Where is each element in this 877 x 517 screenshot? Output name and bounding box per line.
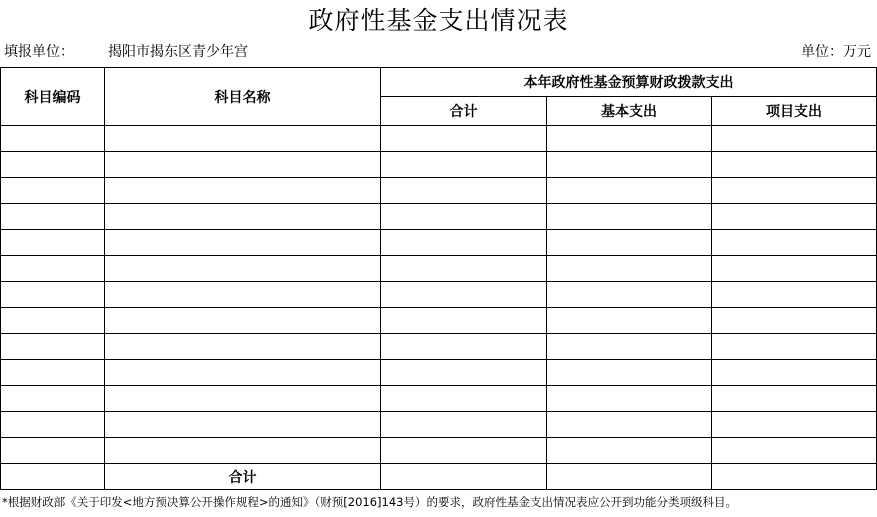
table-row bbox=[1, 282, 877, 308]
cell-total bbox=[381, 230, 547, 256]
cell-basic bbox=[547, 230, 712, 256]
cell-subject-name bbox=[105, 386, 381, 412]
table-row bbox=[1, 256, 877, 282]
cell-basic bbox=[547, 360, 712, 386]
cell-basic bbox=[547, 256, 712, 282]
header-row-1 bbox=[1, 68, 877, 97]
cell-total bbox=[381, 360, 547, 386]
reporting-unit-label: 填报单位： bbox=[4, 44, 74, 60]
cell-subject-code bbox=[1, 334, 105, 360]
cell-subject-code bbox=[1, 308, 105, 334]
cell-basic bbox=[547, 412, 712, 438]
cell-basic bbox=[547, 152, 712, 178]
cell-project bbox=[712, 204, 877, 230]
header-subject-name: 科目名称 bbox=[105, 68, 381, 126]
cell-total bbox=[381, 308, 547, 334]
reporting-unit-name: 揭阳市揭东区青少年宫 bbox=[108, 44, 248, 60]
expenditure-table bbox=[0, 67, 877, 490]
table-row bbox=[1, 308, 877, 334]
cell-subject-code bbox=[1, 256, 105, 282]
header-fund-expenditure: 本年政府性基金预算财政拨款支出 bbox=[381, 68, 877, 97]
cell-project bbox=[712, 308, 877, 334]
cell-subject-name bbox=[105, 308, 381, 334]
cell-subject-code bbox=[1, 360, 105, 386]
cell-subject-name bbox=[105, 256, 381, 282]
cell-subject-name bbox=[105, 178, 381, 204]
cell-total bbox=[381, 438, 547, 464]
total-label: 合计 bbox=[105, 464, 381, 490]
cell-total bbox=[381, 204, 547, 230]
cell-subject-name bbox=[105, 438, 381, 464]
cell-basic bbox=[547, 204, 712, 230]
total-row bbox=[1, 464, 877, 490]
cell-subject-code bbox=[1, 204, 105, 230]
cell-subject-code bbox=[1, 152, 105, 178]
cell-basic bbox=[547, 386, 712, 412]
header-total: 合计 bbox=[381, 97, 547, 126]
cell-subject-code bbox=[1, 126, 105, 152]
reporting-unit bbox=[4, 42, 248, 62]
cell-project bbox=[712, 412, 877, 438]
header-subject-code: 科目编码 bbox=[1, 68, 105, 126]
cell-project bbox=[712, 438, 877, 464]
cell-project bbox=[712, 360, 877, 386]
cell-project bbox=[712, 282, 877, 308]
cell-basic bbox=[547, 334, 712, 360]
cell-project bbox=[712, 334, 877, 360]
cell-total bbox=[381, 256, 547, 282]
cell-subject-code bbox=[1, 178, 105, 204]
cell-basic bbox=[547, 282, 712, 308]
cell-basic bbox=[547, 126, 712, 152]
table-row bbox=[1, 386, 877, 412]
report-title: 政府性基金支出情况表 bbox=[308, 6, 569, 35]
footnote: *根据财政部《关于印发<地方预决算公开操作规程>的通知》（财预[2016]143号）的要求，政府性基金支出情况表应公开到功能分类项级科目。 bbox=[2, 495, 737, 509]
cell-subject-name bbox=[105, 282, 381, 308]
cell-subject-code bbox=[1, 386, 105, 412]
cell-subject-name bbox=[105, 152, 381, 178]
total-code-cell bbox=[1, 464, 105, 490]
table-row bbox=[1, 204, 877, 230]
cell-total bbox=[381, 282, 547, 308]
table-row bbox=[1, 438, 877, 464]
table-row bbox=[1, 334, 877, 360]
cell-total bbox=[381, 178, 547, 204]
cell-project bbox=[712, 152, 877, 178]
cell-subject-name bbox=[105, 412, 381, 438]
cell-subject-name bbox=[105, 126, 381, 152]
total-sum-cell bbox=[381, 464, 547, 490]
total-basic-cell bbox=[547, 464, 712, 490]
cell-subject-name bbox=[105, 204, 381, 230]
cell-project bbox=[712, 178, 877, 204]
header-basic-expenditure: 基本支出 bbox=[547, 97, 712, 126]
cell-total bbox=[381, 412, 547, 438]
cell-project bbox=[712, 256, 877, 282]
cell-basic bbox=[547, 178, 712, 204]
currency-unit: 单位：万元 bbox=[801, 44, 871, 60]
table-row bbox=[1, 152, 877, 178]
cell-total bbox=[381, 126, 547, 152]
cell-total bbox=[381, 334, 547, 360]
header-project-expenditure: 项目支出 bbox=[712, 97, 877, 126]
table-row bbox=[1, 126, 877, 152]
cell-subject-name bbox=[105, 334, 381, 360]
cell-basic bbox=[547, 308, 712, 334]
cell-project bbox=[712, 386, 877, 412]
cell-basic bbox=[547, 438, 712, 464]
cell-subject-name bbox=[105, 360, 381, 386]
cell-subject-code bbox=[1, 282, 105, 308]
cell-project bbox=[712, 126, 877, 152]
table-row bbox=[1, 412, 877, 438]
cell-total bbox=[381, 386, 547, 412]
cell-project bbox=[712, 230, 877, 256]
cell-total bbox=[381, 152, 547, 178]
cell-subject-code bbox=[1, 230, 105, 256]
cell-subject-code bbox=[1, 438, 105, 464]
table-row bbox=[1, 178, 877, 204]
cell-subject-code bbox=[1, 412, 105, 438]
table-row bbox=[1, 360, 877, 386]
cell-subject-name bbox=[105, 230, 381, 256]
total-project-cell bbox=[712, 464, 877, 490]
table-row bbox=[1, 230, 877, 256]
